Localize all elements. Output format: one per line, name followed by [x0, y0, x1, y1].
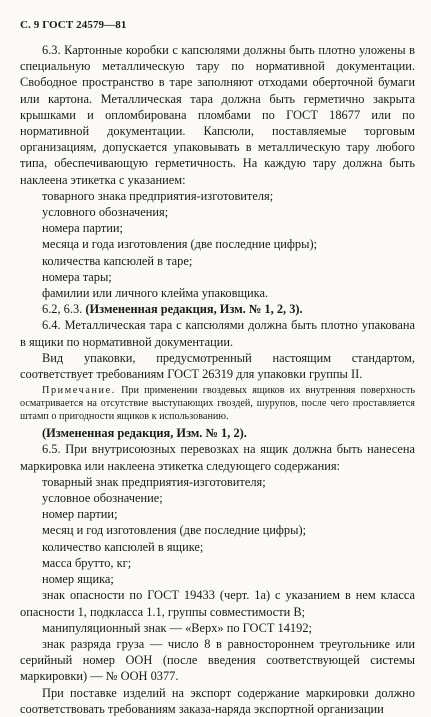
note-lead: Примечание.: [42, 385, 116, 397]
marking-list-item: товарный знак предприятия-изготовителя;: [42, 474, 266, 489]
revision-text: (Измененная редакция, Изм. № 1, 2, 3).: [85, 302, 303, 317]
note-text: При применении гвоздевых ящиков их внутренняя поверхность осматривается на отсутствие выступающих гвоздей, шурупов, после чего проставляется штамп о пригодности ящиков к использованию.: [20, 385, 415, 423]
label-list-item: количества капсюлей в таре;: [42, 253, 193, 268]
revision-note-2: (Измененная редакция, Изм. № 1, 2).: [42, 426, 247, 441]
cargo-class-paragraph: знак разряда груза — число 8 в равностороннем треугольнике или серийный номер ООН (после введения соответствующей системы маркировки) — № ООН 0377.: [20, 636, 415, 684]
paragraph-6-4: 6.4. Металлическая тара с капсюлями должна быть плотно упакована в ящики по нормативной документации.: [20, 318, 415, 349]
document-body: [20, 42, 415, 717]
paragraph-packaging-type: Вид упаковки, предусмотренный настоящим стандартом, соответствует требованиям ГОСТ 26319 для упаковки группы II.: [20, 350, 415, 382]
paragraph-6-5: 6.5. При внутрисоюзных перевозках на ящик должна быть нанесена маркировка или наклеена этикетка следующего содержания:: [20, 442, 415, 473]
revision-note: [20, 301, 415, 317]
note-paragraph: [20, 384, 415, 423]
label-list-item: номера партии;: [42, 221, 124, 236]
revision-prefix: 6.2, 6.3.: [42, 302, 86, 317]
label-list-item: месяца и года изготовления (две последние цифры);: [42, 237, 318, 252]
paragraph-6-3: 6.3. Картонные коробки с капсюлями должны быть плотно уложены в специальную металлическую тару по нормативной документации. Свободное пространство в таре заполняют отходами оберточной бумаги или картона. Металлическая тара должна быть герметично закрыта крышками и опломбирована пломбами по ГОСТ 18677 или по нормативной документации. Капсюли, поставляемые торговым организациям, допускается упаковывать в металлическую тару любого типа, обеспечивающую герметичность. На каждую тару должна быть наклеена этикетка с указанием:: [20, 43, 415, 187]
handling-sign-paragraph: манипуляционный знак — «Верх» по ГОСТ 14192;: [42, 620, 312, 635]
label-list-item: номера тары;: [42, 269, 112, 284]
marking-list-item: условное обозначение;: [42, 491, 163, 506]
marking-list-item: масса брутто, кг;: [42, 555, 132, 570]
export-paragraph: При поставке изделий на экспорт содержание маркировки должно соответствовать требованиям заказа-наряда экспортной организации: [20, 685, 415, 716]
label-list-item: фамилии или личного клейма упаковщика.: [42, 286, 269, 301]
hazard-sign-paragraph: знак опасности по ГОСТ 19433 (черт. 1а) с указанием в нем класса опасности 1, подкласса 1.1, группы совместимости В;: [20, 588, 415, 619]
marking-list-item: номер ящика;: [42, 572, 114, 587]
label-list-item: условного обозначения;: [42, 205, 169, 220]
label-list-item: товарного знака предприятия-изготовителя;: [42, 188, 274, 203]
page-header: С. 9 ГОСТ 24579—81: [20, 19, 127, 31]
marking-list-item: количество капсюлей в ящике;: [42, 539, 204, 554]
marking-list-item: номер партии;: [42, 507, 118, 522]
marking-list-item: месяц и год изготовления (две последние цифры);: [42, 523, 307, 538]
